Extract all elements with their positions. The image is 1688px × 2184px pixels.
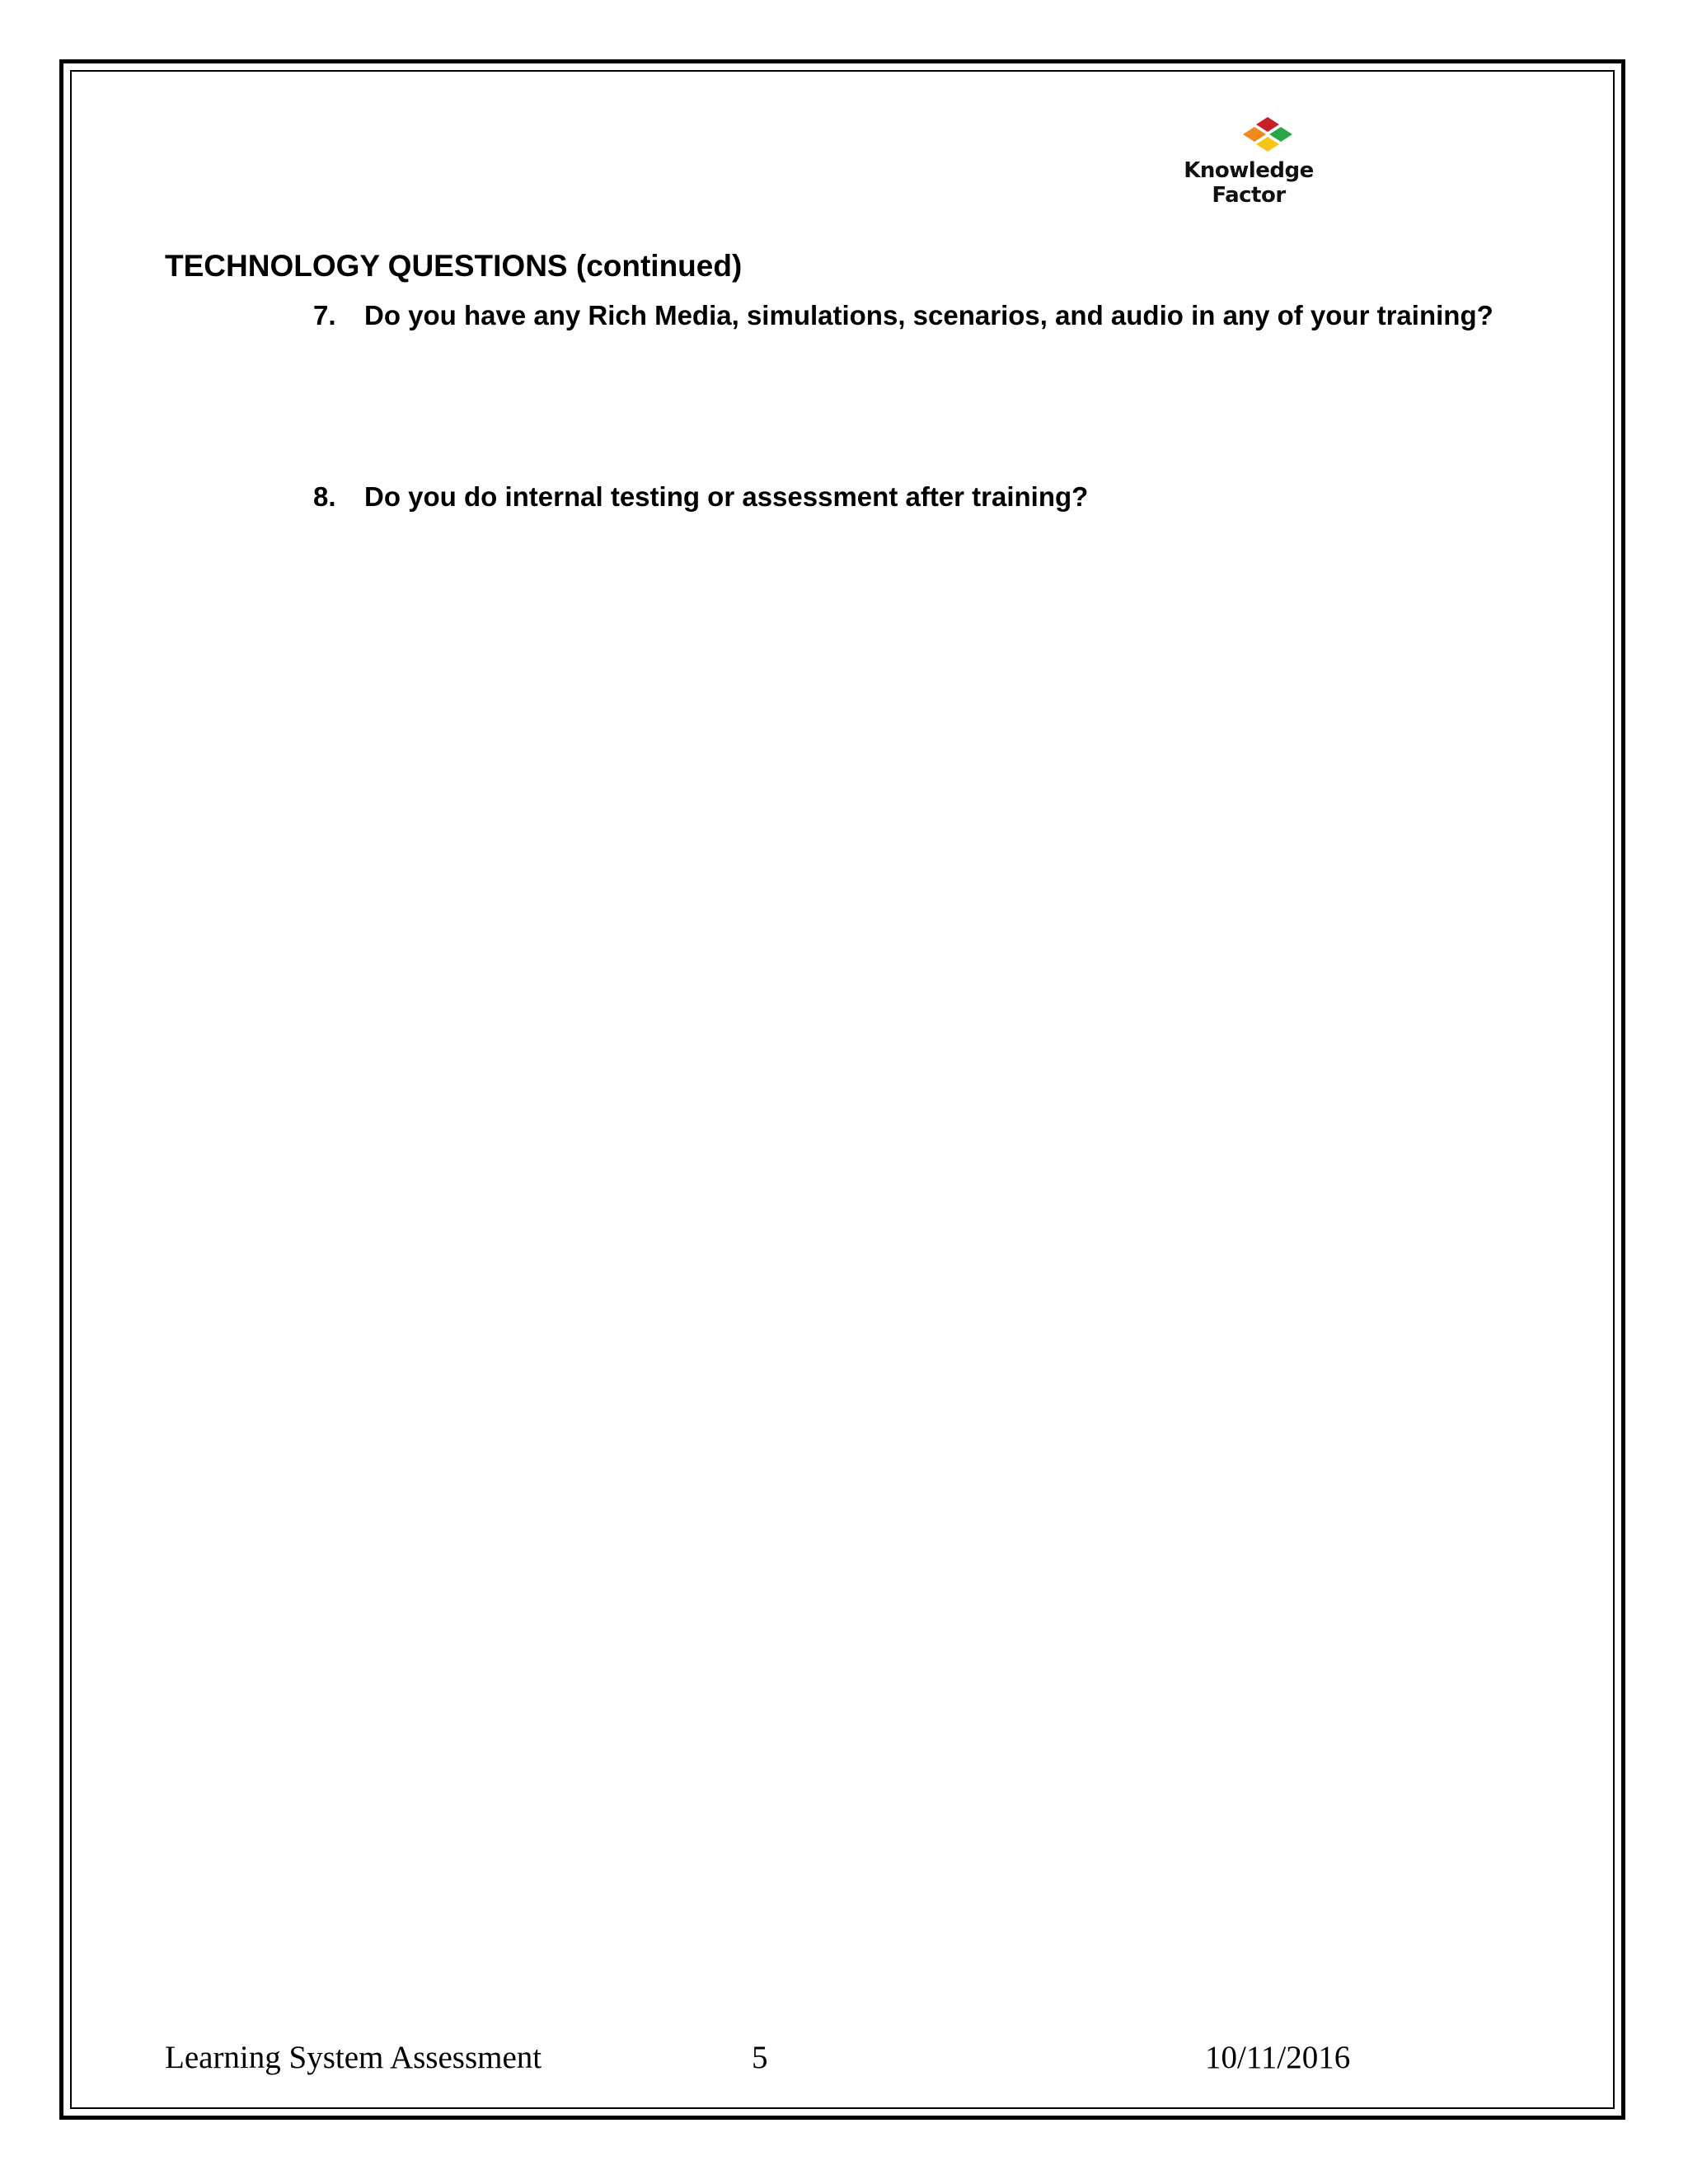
footer-document-title: Learning System Assessment	[165, 2040, 542, 2075]
footer-date: 10/11/2016	[1205, 2040, 1351, 2075]
question-8	[313, 481, 1088, 513]
question-text: Do you have any Rich Media, simulations, scenarios, and audio in any of your training?	[364, 300, 1493, 330]
section-title: TECHNOLOGY QUESTIONS (continued)	[165, 249, 743, 283]
question-number: 7.	[313, 300, 336, 330]
footer-page-number: 5	[752, 2040, 768, 2075]
knowledge-factor-logo	[1146, 115, 1360, 208]
logo-diamonds-icon	[1235, 115, 1301, 162]
page-inner-border	[70, 70, 1615, 2109]
question-number: 8.	[313, 481, 336, 512]
logo-text: Knowledge Factor	[1184, 158, 1314, 208]
question-text: Do you do internal testing or assessment after training?	[364, 481, 1089, 512]
question-7	[313, 300, 1493, 331]
